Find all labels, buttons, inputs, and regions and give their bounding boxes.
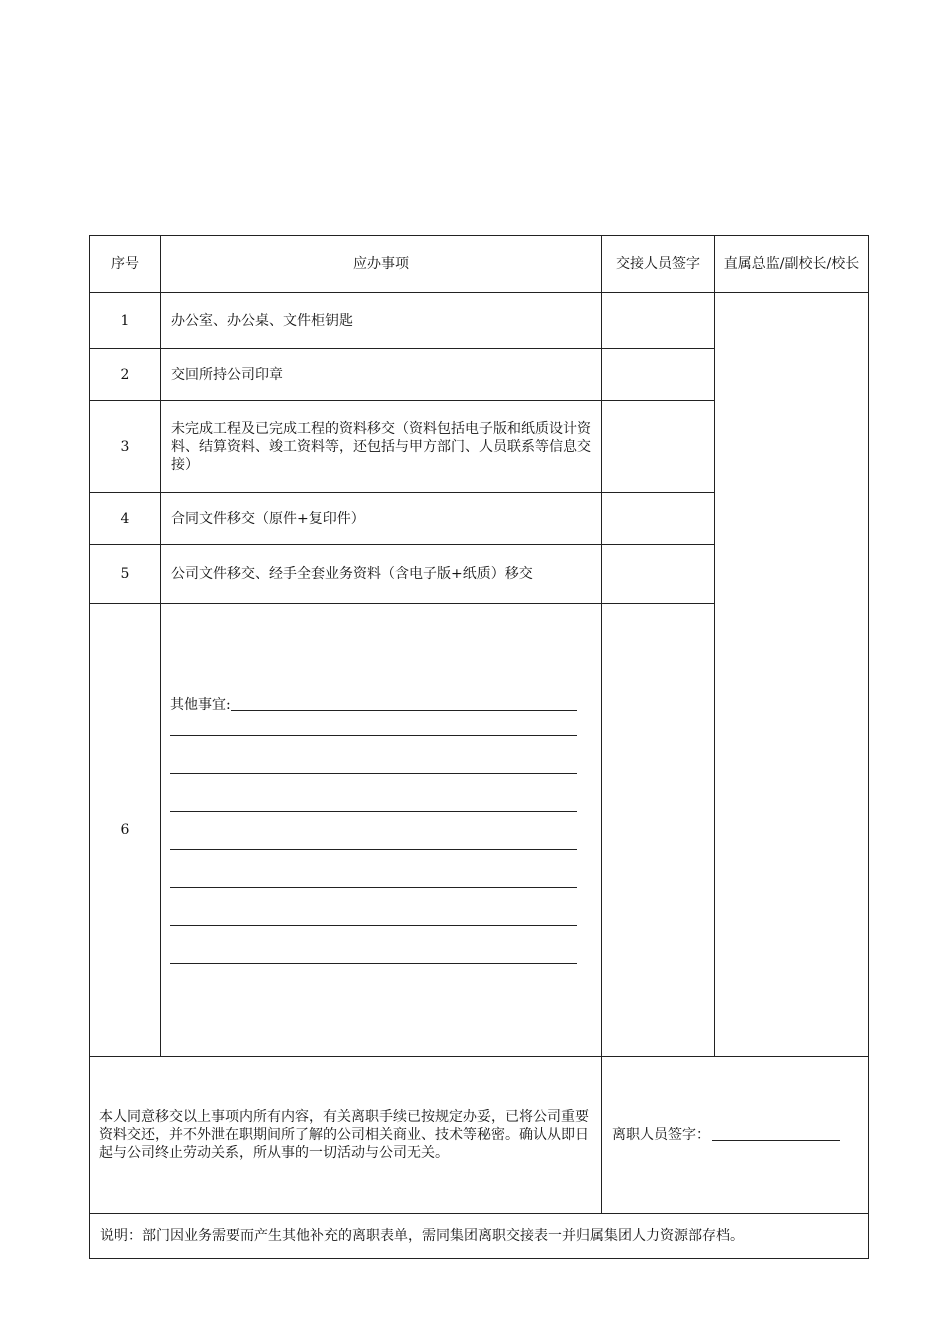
supervisor-sign-cell[interactable]	[715, 293, 869, 1057]
row-item: 未完成工程及已完成工程的资料移交（资料包括电子版和纸质设计资料、结算资料、竣工资料等，还包括与甲方部门、人员联系等信息交接）	[161, 401, 602, 493]
row-num: 6	[90, 604, 161, 1057]
blank-line[interactable]	[170, 962, 577, 964]
blank-line[interactable]	[170, 886, 577, 888]
agreement-text: 本人同意移交以上事项内所有内容，有关离职手续已按规定办妥，已将公司重要资料交还，并不外泄在职期间所了解的公司相关商业、技术等秘密。确认从即日起与公司终止劳动关系，所从事的一切活动与公司无关。	[90, 1057, 602, 1214]
header-item: 应办事项	[161, 236, 602, 293]
row-item: 公司文件移交、经手全套业务资料（含电子版+纸质）移交	[161, 545, 602, 604]
header-receiver: 交接人员签字	[602, 236, 715, 293]
agreement-row	[90, 1057, 869, 1214]
note-row	[90, 1214, 869, 1259]
blank-line[interactable]	[170, 734, 577, 736]
table-row	[90, 293, 869, 349]
resignee-signature-cell[interactable]	[602, 1057, 869, 1214]
header-row	[90, 236, 869, 293]
other-matters-line[interactable]	[170, 696, 577, 714]
header-supervisor: 直属总监/副校长/校长	[715, 236, 869, 293]
other-matters-label: 其他事宜:	[170, 697, 231, 713]
fill-line	[231, 709, 577, 711]
row-num: 1	[90, 293, 161, 349]
blank-line[interactable]	[170, 772, 577, 774]
row-num: 5	[90, 545, 161, 604]
row-item: 办公室、办公桌、文件柜钥匙	[161, 293, 602, 349]
receiver-sign-cell[interactable]	[602, 604, 715, 1057]
blank-line[interactable]	[170, 810, 577, 812]
other-matters-cell[interactable]	[161, 604, 602, 1057]
receiver-sign-cell[interactable]	[602, 349, 715, 401]
receiver-sign-cell[interactable]	[602, 545, 715, 604]
note-text: 说明：部门因业务需要而产生其他补充的离职表单，需同集团离职交接表一并归属集团人力资源部存档。	[90, 1214, 869, 1259]
row-num: 2	[90, 349, 161, 401]
row-item: 合同文件移交（原件+复印件）	[161, 493, 602, 545]
row-num: 4	[90, 493, 161, 545]
receiver-sign-cell[interactable]	[602, 401, 715, 493]
receiver-sign-cell[interactable]	[602, 293, 715, 349]
header-num: 序号	[90, 236, 161, 293]
receiver-sign-cell[interactable]	[602, 493, 715, 545]
blank-line[interactable]	[170, 924, 577, 926]
signature-line[interactable]	[712, 1139, 840, 1141]
handover-form-table	[89, 235, 869, 1259]
row-item: 交回所持公司印章	[161, 349, 602, 401]
blank-line[interactable]	[170, 848, 577, 850]
row-num: 3	[90, 401, 161, 493]
signature-label: 离职人员签字：	[612, 1127, 710, 1143]
